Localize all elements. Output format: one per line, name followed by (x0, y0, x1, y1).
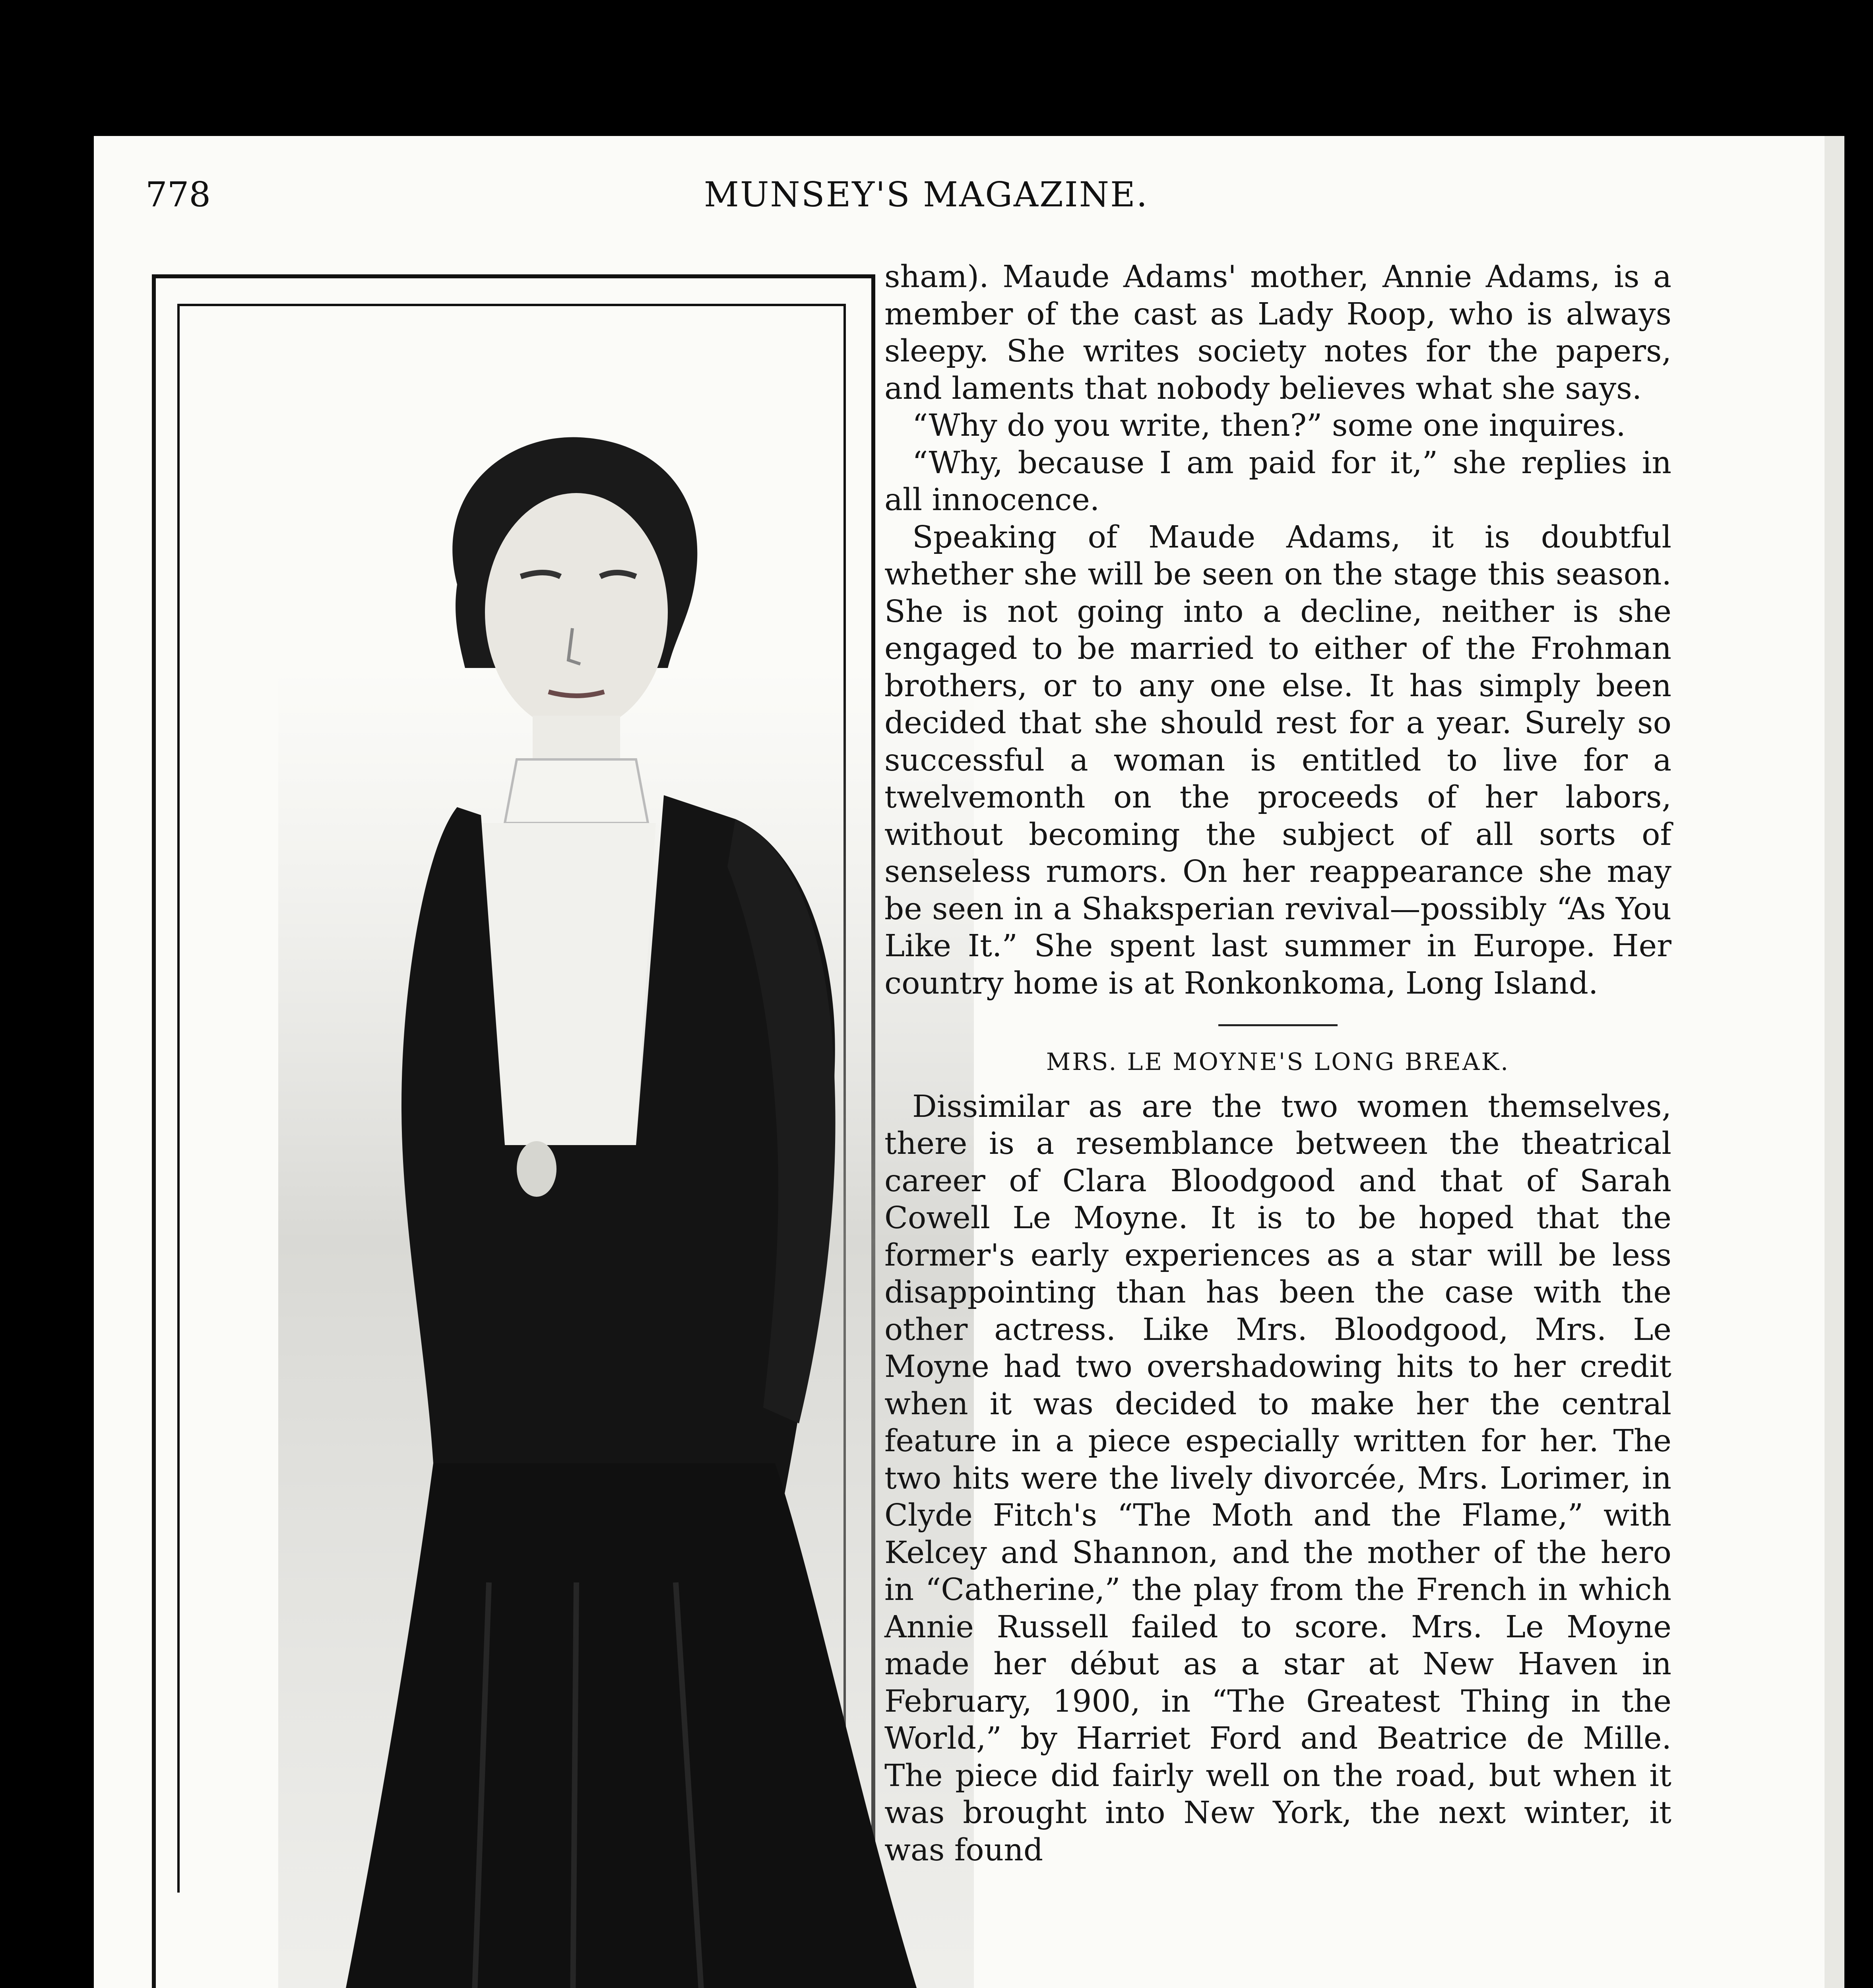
running-head: MUNSEY'S MAGAZINE. (704, 175, 1149, 215)
page-number: 778 (145, 175, 211, 215)
article-paragraph: “Why do you write, then?” some one inquires. (912, 408, 1626, 443)
article-paragraph: Speaking of Maude Adams, it is doubtful whether she will be seen on the stage this season. She is not going into a decline, neither is she engaged to be married to either of the Frohman brothers, or to any one else. It has simply been decided that she should rest for a year. Surely so successful a woman is entitled to live for a twelvemonth on the proceeds of her labors, without becoming the subject of all sorts of senseless rumors. On her reappearance she may be seen in a Shaksperian revival—possibly “As You Like It.” She spent last summer in Europe. Her country home is at Ronkonkoma, Long Island. (884, 519, 1671, 1001)
article-column (884, 258, 1671, 1869)
section-heading: MRS. LE MOYNE'S LONG BREAK. (1046, 1048, 1510, 1076)
scan-page-edge (1825, 136, 1844, 1988)
article-paragraph: “Why, because I am paid for it,” she replies in all innocence. (884, 445, 1671, 518)
section-divider (1218, 1024, 1338, 1026)
article-paragraph: sham). Maude Adams' mother, Annie Adams, is a member of the cast as Lady Roop, who is always sleepy. She writes society notes for the papers, and laments that nobody believes what she says. (884, 259, 1671, 406)
article-paragraph: Dissimilar as are the two women themselves, there is a resemblance between the theatrical career of Clara Bloodgood and that of Sarah Cowell Le Moyne. It is to be hoped that the former's early experiences as a star will be less disappointing than has been the case with the other actress. Like Mrs. Bloodgood, Mrs. Le Moyne had two overshadowing hits to her credit when it was decided to make her the central feature in a piece especially written for her. The two hits were the lively divorcée, Mrs. Lorimer, in Clyde Fitch's “The Moth and the Flame,” with Kelcey and Shannon, and the mother of the hero in “Catherine,” the play from the French in which Annie Russell failed to score. Mrs. Le Moyne made her début as a star at New Haven in February, 1900, in “The Greatest Thing in the World,” by Harriet Ford and Beatrice de Mille. The piece did fairly well on the road, but when it was brought into New York, the next winter, it was found (884, 1089, 1671, 1868)
